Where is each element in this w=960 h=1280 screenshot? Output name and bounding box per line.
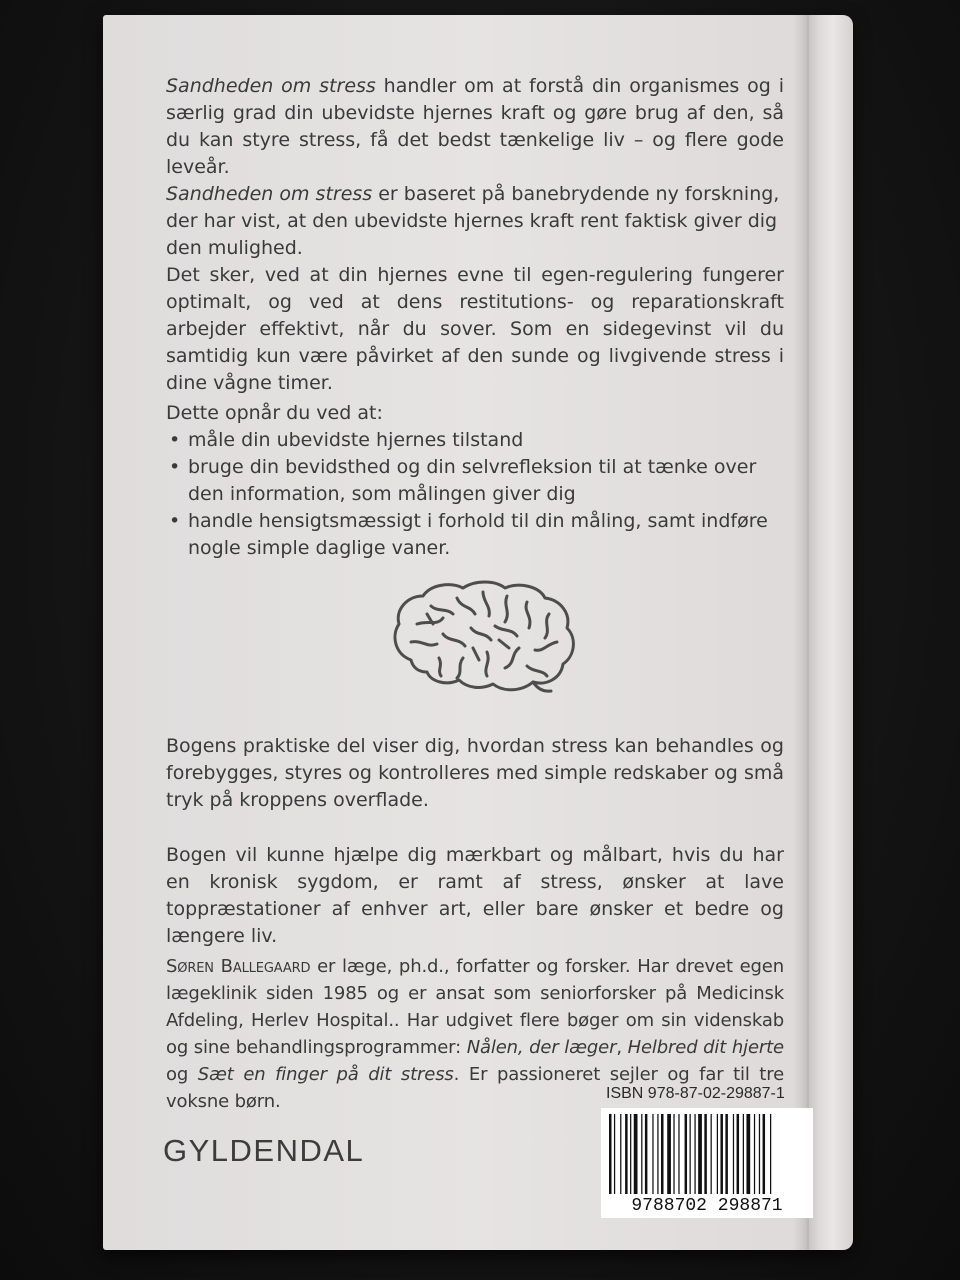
barcode-bar	[690, 1114, 691, 1194]
research-paragraph	[166, 181, 784, 262]
book-title-italic: Sandheden om stress	[166, 183, 373, 205]
book-title-1: Nålen, der læger	[466, 1037, 617, 1058]
barcode-bar	[641, 1114, 642, 1194]
barcode-bar	[725, 1114, 728, 1194]
author-bio-end: . Er passioneret sejler og far til tre voksne børn.	[166, 1064, 784, 1112]
barcode-bar	[698, 1114, 702, 1194]
method-list	[166, 427, 784, 562]
barcode-bar	[763, 1114, 766, 1194]
barcode-bar	[704, 1114, 707, 1194]
barcode-bar	[717, 1114, 718, 1194]
barcode-bar	[743, 1114, 744, 1194]
publisher-logo: GYLDENDAL	[163, 1133, 365, 1168]
isbn-label: ISBN 978-87-02-29887-1	[606, 1085, 785, 1102]
practical-text: Bogens praktiske del viser dig, hvordan stress kan behandles og forebygges, styres og kontrolleres med simple redskaber og små tryk på kroppens overflade.	[166, 735, 784, 811]
barcode-bar	[720, 1114, 723, 1194]
separator: ,	[616, 1037, 628, 1058]
intro-paragraph	[166, 73, 784, 181]
barcode-bar	[634, 1114, 638, 1194]
barcode-number: 9788702 298871	[631, 1196, 783, 1216]
book-title-3: Sæt en finger på dit stress	[197, 1064, 454, 1085]
barcode-bar	[711, 1114, 712, 1194]
list-item: • måle din ubevidste hjernes tilstand	[166, 427, 784, 454]
list-intro: Dette opnår du ved at:	[166, 402, 383, 424]
practical-paragraph	[166, 733, 784, 814]
intro-text: handler om at forstå din organismes og i særlig grad din ubevidste hjernes kraft og gøre brug af den, så du kan styre stress, få det bedst tænkelige liv – og flere gode leveår.	[166, 75, 784, 178]
barcode-bar	[759, 1114, 760, 1194]
barcode-bar	[694, 1114, 695, 1194]
barcode-bar	[630, 1114, 631, 1194]
barcode-bar	[614, 1114, 615, 1194]
author-name: Søren Ballegaard	[166, 956, 311, 977]
separator: og	[166, 1064, 198, 1085]
research-text: er baseret på banebrydende ny forskning, der har vist, at den ubevidste hjernes kraft rent faktisk giver dig den mulighed.	[166, 183, 780, 259]
mechanism-text: Det sker, ved at din hjernes evne til egen-regulering fungerer optimalt, og ved at dens restitutions- og reparationskraft arbejder effektivt, når du sover. Som en sidegevinst vil du samtidig kun være påvirket af den sunde og livgivende stress i dine vågne timer.	[166, 264, 784, 394]
mechanism-paragraph	[166, 262, 784, 397]
barcode-bars	[601, 1108, 813, 1198]
barcode-bar	[678, 1114, 679, 1194]
list-item: • handle hensigtsmæssigt i forhold til din måling, samt indføre nogle simple daglige vaner.	[166, 508, 784, 562]
barcode-bar	[733, 1114, 734, 1194]
benefit-text: Bogen vil kunne hjælpe dig mærkbart og målbart, hvis du har en kronisk sygdom, er ramt af stress, ønsker at lave toppræstationer af enhver art, eller bare ønsker et bedre og længere liv.	[166, 844, 784, 947]
barcode-bar	[625, 1114, 628, 1194]
barcode-bar	[673, 1114, 674, 1194]
barcode-bar	[657, 1114, 658, 1194]
cover-hinge	[793, 15, 807, 1250]
benefit-paragraph	[166, 842, 784, 950]
barcode-bar	[620, 1114, 621, 1194]
barcode-bar	[746, 1114, 750, 1194]
list-item: • bruge din bevidsthed og din selvrefleksion til at tænke over den information, som målingen giver dig	[166, 454, 784, 508]
book-spine	[807, 15, 853, 1250]
author-bio-text: er læge, ph.d., forfatter og forsker. Har drevet egen lægeklinik siden 1985 og er ansat som seniorforsker på Medicinsk Afdeling, Herlev Hospital.. Har udgivet flere bøger om sin videnskab og sine behandlingsprogrammer:	[166, 956, 784, 1058]
book-back-cover	[103, 15, 851, 1250]
book-title-italic: Sandheden om stress	[166, 75, 376, 97]
brain-outline-icon	[387, 578, 583, 698]
barcode-bar	[737, 1114, 740, 1194]
barcode-bar	[685, 1114, 688, 1194]
barcode	[601, 1108, 813, 1218]
barcode-bar	[770, 1114, 771, 1194]
barcode-bar	[609, 1114, 612, 1194]
barcode-bar	[652, 1114, 653, 1194]
book-title-2: Helbred dit hjerte	[627, 1037, 784, 1058]
barcode-bar	[667, 1114, 671, 1194]
barcode-bar	[645, 1114, 648, 1194]
method-section	[166, 400, 784, 562]
barcode-bar	[661, 1114, 664, 1194]
barcode-bar	[754, 1114, 755, 1194]
